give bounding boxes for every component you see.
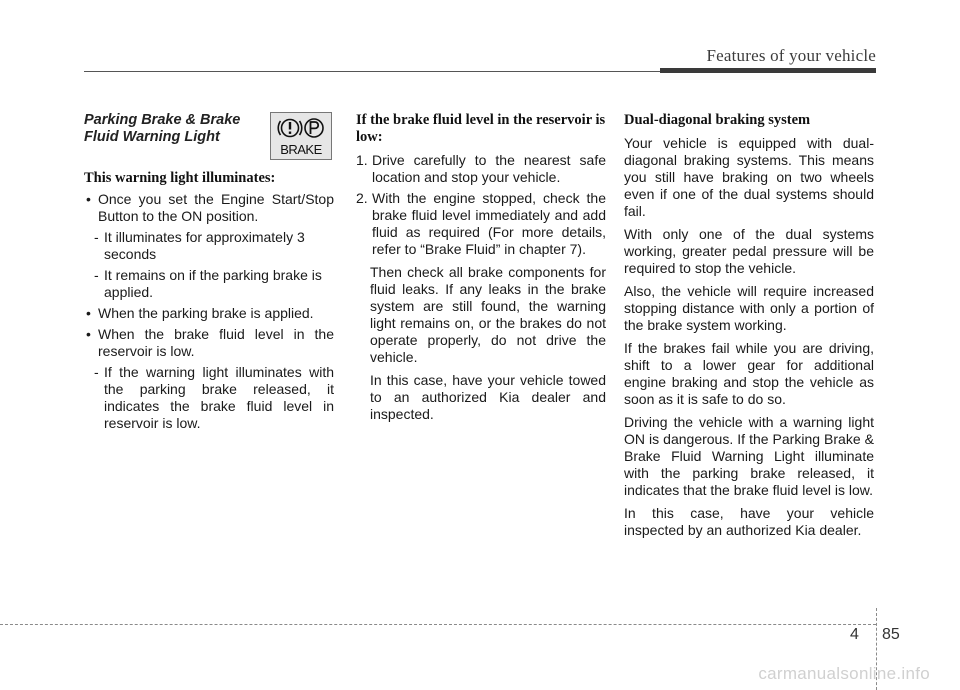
body-paragraph: Driving the vehicle with a warning light ON is dangerous. If the Parking Brake & Brake Fluid Warning Light illuminate with the parking brake released, it indicates that the brake fluid level is low. <box>624 414 874 498</box>
bullet-mark: • <box>86 305 91 321</box>
header-rule-accent <box>660 68 876 73</box>
brake-icon-label: BRAKE <box>280 142 322 157</box>
subitem-text: It illuminates for approximately 3 seconds <box>104 229 305 262</box>
chapter-number: 4 <box>850 626 859 643</box>
subitem-text: If the warning light illuminates with the parking brake released, it indicates the brake fluid level in reservoir is low. <box>104 364 334 431</box>
step-text: Drive carefully to the nearest safe location and stop your vehicle. <box>372 152 606 185</box>
bullet-text: When the brake fluid level in the reservoir is low. <box>98 326 334 359</box>
illuminates-heading: This warning light illuminates: <box>84 170 276 186</box>
list-subitem <box>84 267 334 301</box>
bullet-text: Once you set the Engine Start/Stop Button to the ON position. <box>98 191 334 224</box>
body-paragraph: Then check all brake components for fluid leaks. If any leaks in the brake system are still found, the warning light remains on, or the brakes do not operate properly, do not drive the vehicle. <box>370 264 606 365</box>
body-paragraph: With only one of the dual systems working, greater pedal pressure will be required to stop the vehicle. <box>624 226 874 276</box>
dash-mark: - <box>94 229 99 245</box>
list-item <box>84 191 334 225</box>
parking-brake-warning-icon <box>270 112 332 160</box>
header-title: Features of your vehicle <box>706 46 876 65</box>
list-item <box>356 190 606 258</box>
body-paragraph: Also, the vehicle will require increased stopping distance with only a portion of the brake system working. <box>624 283 874 333</box>
brake-warning-symbol <box>271 113 331 159</box>
section-title: Parking Brake & Brake Fluid Warning Light <box>84 112 241 145</box>
list-item <box>84 326 334 360</box>
body-paragraph: In this case, have your vehicle inspected by an authorized Kia dealer. <box>624 505 874 538</box>
step-number: 2. <box>356 190 368 206</box>
bullet-mark: • <box>86 326 91 342</box>
bullet-mark: • <box>86 191 91 207</box>
dual-diagonal-heading: Dual-diagonal braking system <box>624 112 811 128</box>
list-item <box>356 152 606 186</box>
column-2 <box>356 112 606 423</box>
list-subitem <box>84 364 334 432</box>
body-paragraph: If the brakes fail while you are driving, shift to a lower gear for additional engine braking and stop the vehicle as soon as it is safe to do so. <box>624 340 874 407</box>
low-fluid-heading: If the brake fluid level in the reservoir is low: <box>356 112 606 145</box>
page-number: 85 <box>882 626 900 643</box>
column-3 <box>624 112 874 539</box>
header-rule <box>84 71 660 72</box>
step-number: 1. <box>356 152 368 168</box>
watermark: carmanualsonline.info <box>758 664 930 683</box>
footer-rule <box>0 624 876 625</box>
column-1 <box>84 112 334 432</box>
section-title-block <box>84 112 334 164</box>
body-paragraph: Your vehicle is equipped with dual-diagonal braking systems. This means you still have braking on two wheels even if one of the dual systems should fail. <box>624 135 874 219</box>
step-text: With the engine stopped, check the brake fluid level immediately and add fluid as required (For more details, refer to “Brake Fluid” in chapter 7). <box>372 190 606 257</box>
bullet-text: When the parking brake is applied. <box>98 305 314 321</box>
body-paragraph: In this case, have your vehicle towed to an authorized Kia dealer and inspected. <box>370 372 606 422</box>
list-subitem <box>84 229 334 263</box>
list-item <box>84 305 334 322</box>
dash-mark: - <box>94 364 99 380</box>
dash-mark: - <box>94 267 99 283</box>
subitem-text: It remains on if the parking brake is applied. <box>104 267 322 300</box>
